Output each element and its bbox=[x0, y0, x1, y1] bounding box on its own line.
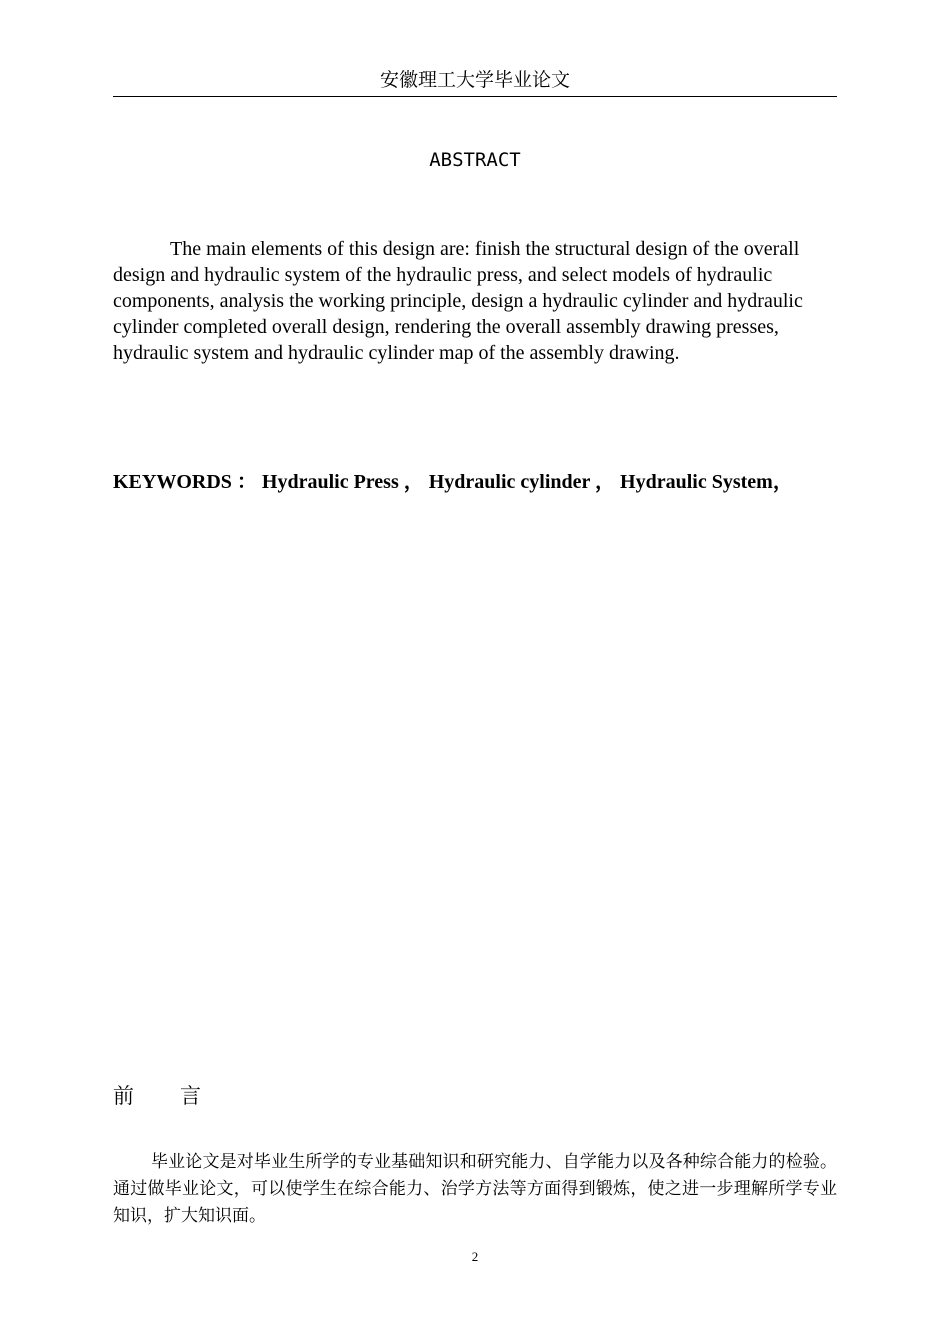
abstract-body: The main elements of this design are: finish the structural design of the overall design and hydraulic system of the hydraulic press, and select models of hydraulic components, analysis the working principle, design a hydraulic cylinder and hydraulic cylinder completed overall design, rendering the overall assembly drawing presses, hydraulic system and hydraulic cylinder map of the assembly drawing. bbox=[113, 238, 803, 364]
preface-title bbox=[113, 1081, 201, 1111]
keywords-line: KEYWORDS ： Hydraulic Press ， Hydraulic cylinder ， Hydraulic System， bbox=[113, 471, 793, 493]
preface-title-char-1: 前 bbox=[113, 1084, 134, 1108]
page-number: 2 bbox=[471, 1249, 479, 1264]
abstract-title: ABSTRACT bbox=[429, 149, 521, 171]
preface-body: 毕业论文是对毕业生所学的专业基础知识和研究能力、自学能力以及各种综合能力的检验。通过做毕业论文，可以使学生在综合能力、治学方法等方面得到锻炼，使之进一步理解所学专业知识，扩大知识面。 bbox=[113, 1152, 837, 1226]
header-title: 安徽理工大学毕业论文 bbox=[379, 70, 570, 91]
preface-title-char-2: 言 bbox=[180, 1084, 201, 1108]
page-header bbox=[113, 68, 837, 97]
